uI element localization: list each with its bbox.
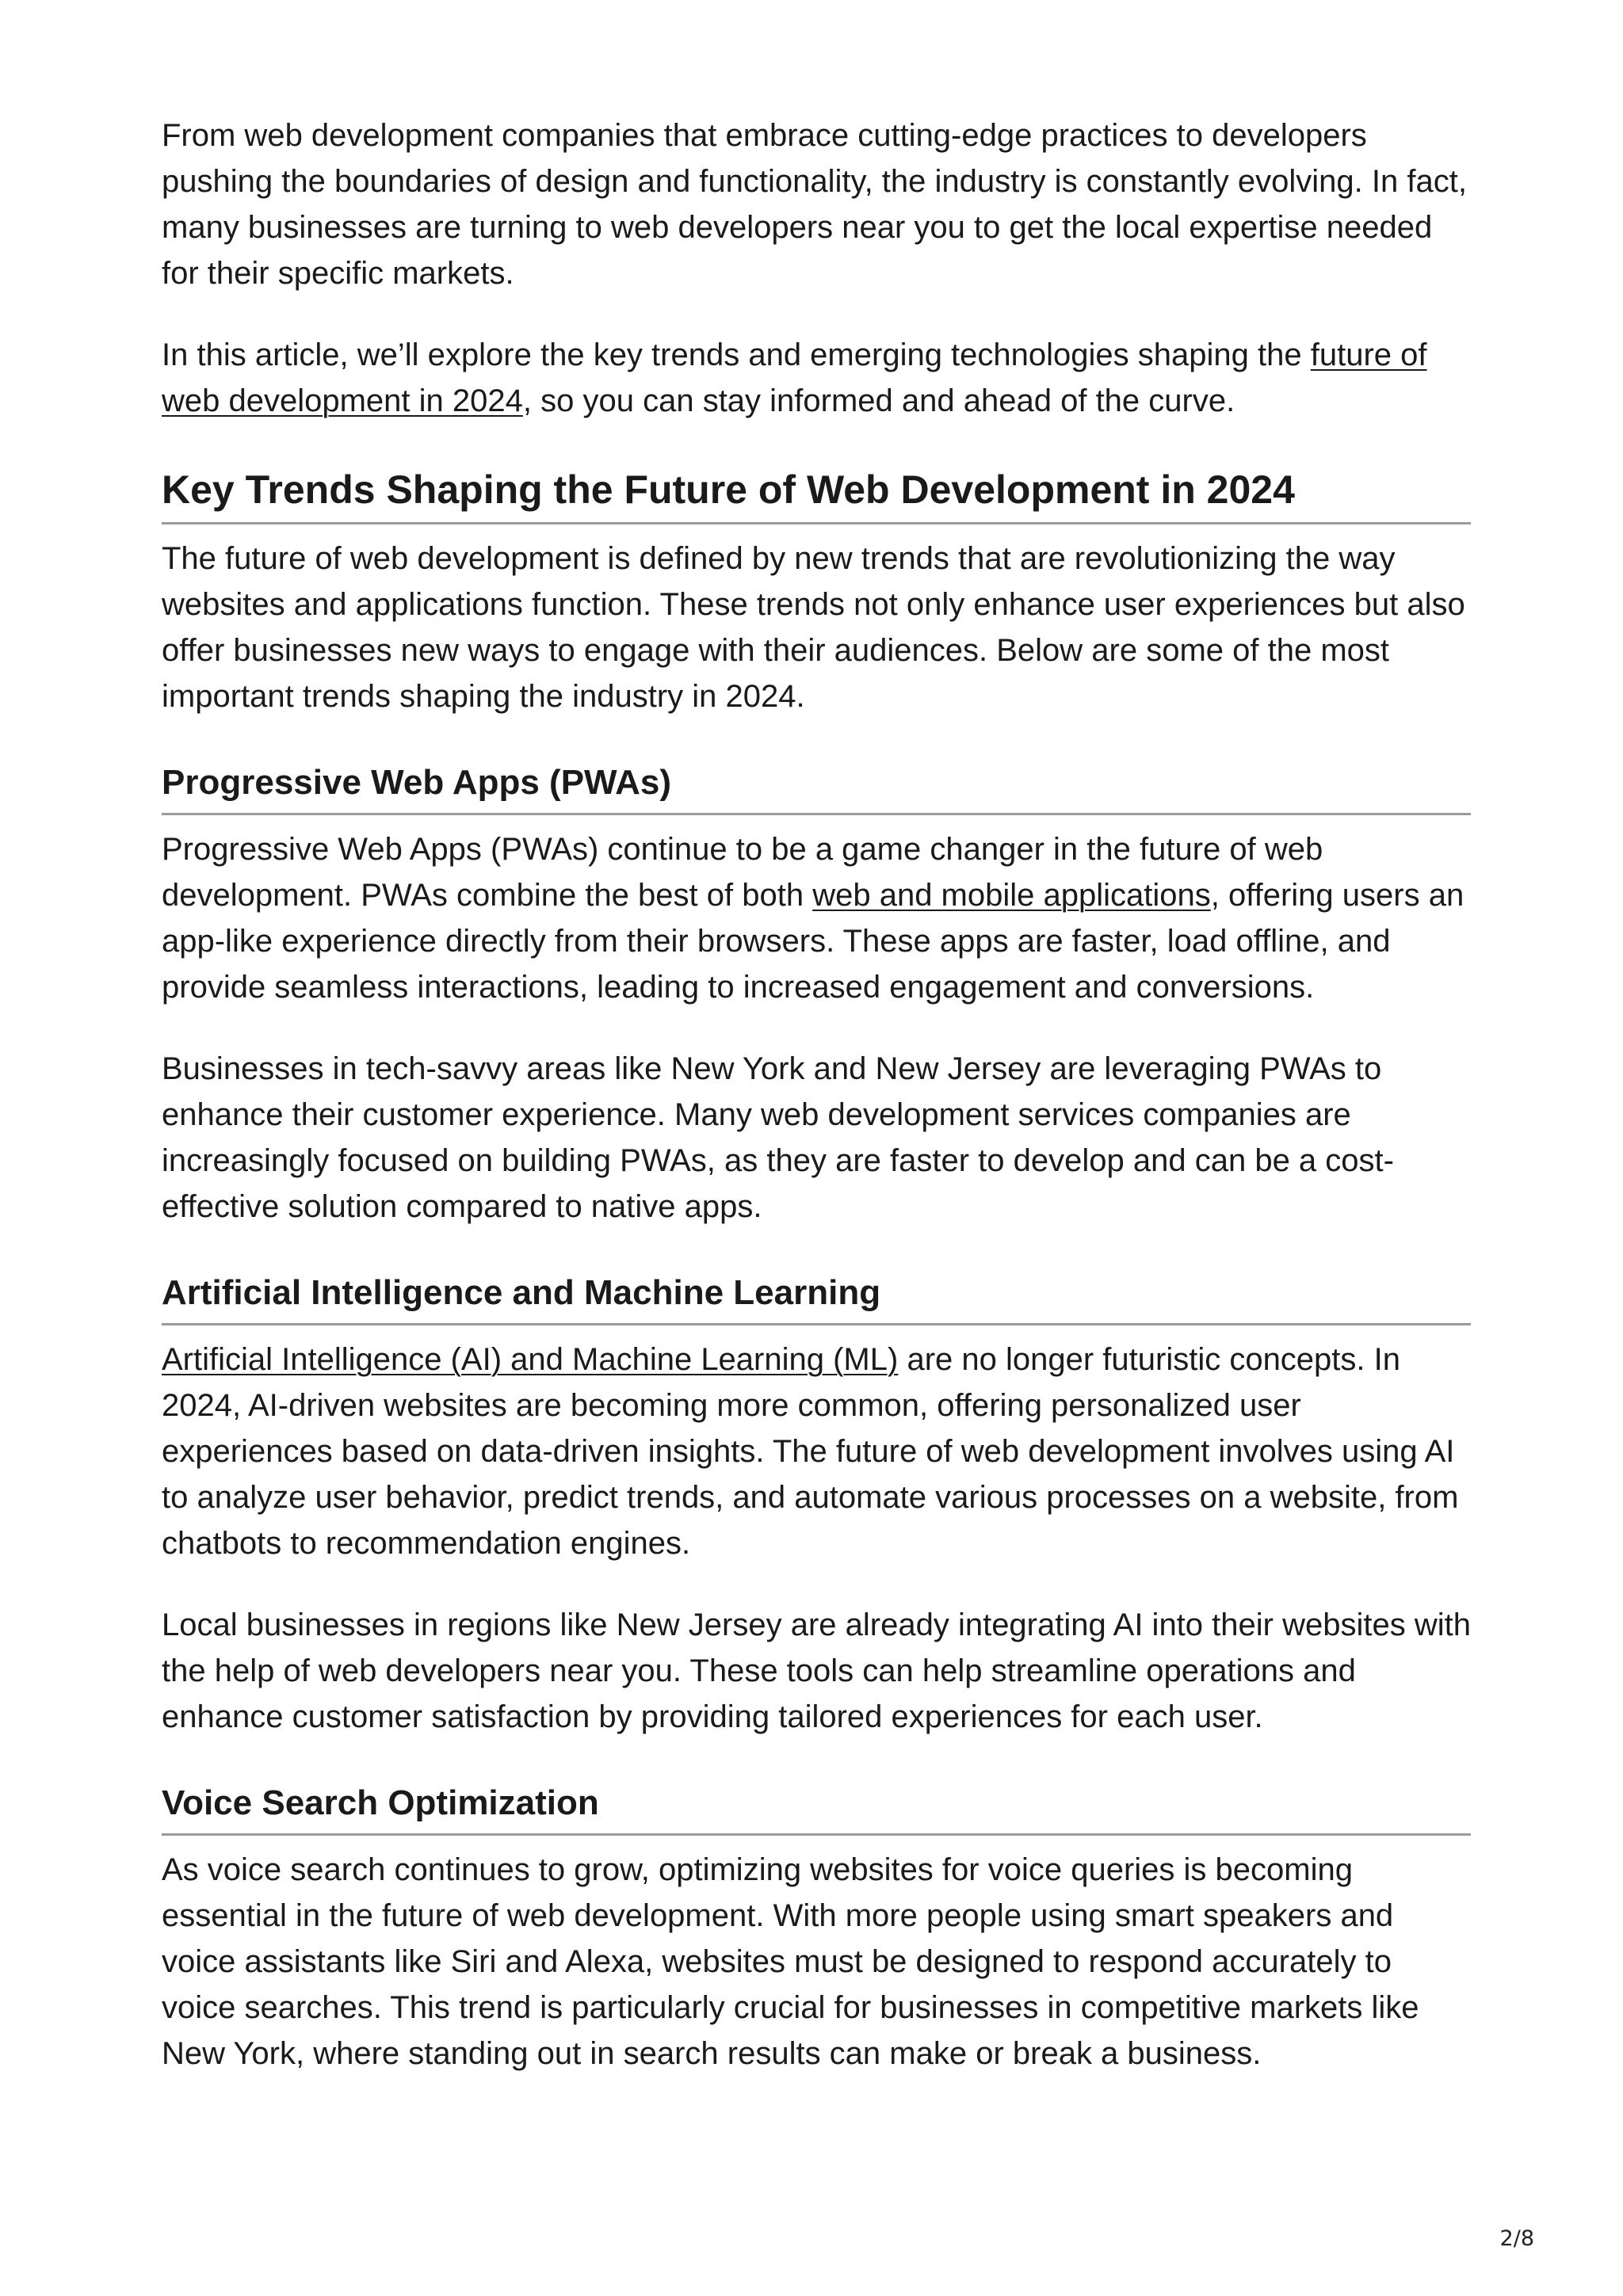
pwa-paragraph-1-text-before: Progressive Web Apps (PWAs) continue to be a game changer in the future of web development. PWAs combine the best of both — [162, 832, 1323, 913]
key-trends-paragraph: The future of web development is defined by new trends that are revolutionizing the way websites and applications function. These trends not only enhance user experiences but also offer businesses new ways to engage with their audiences. Below are some of the most important trends shaping the industry in 2024. — [162, 541, 1465, 714]
ai-ml-link[interactable]: Artificial Intelligence (AI) and Machine Learning (ML) — [162, 1342, 899, 1377]
pwa-paragraph-1-text-after: , offering users an app-like experience directly from their browsers. These apps are faster, load offline, and provide seamless interactions, leading to increased engagement and conversions. — [162, 878, 1465, 1005]
pwa-heading: Progressive Web Apps (PWAs) — [162, 759, 1471, 815]
pwa-paragraph-1 — [162, 826, 1471, 1010]
ai-ml-paragraph-1-text-after: are no longer futuristic concepts. In 2024, AI-driven websites are becoming more common, offering personalized user experiences based on data-driven insights. The future of web development involves using AI to analyze user behavior, predict trends, and automate various processes on a website, from chatbots to recommendation engines. — [162, 1342, 1459, 1561]
intro-paragraph-1: From web development companies that embrace cutting-edge practices to developers pushing the boundaries of design and functionality, the industry is constantly evolving. In fact, many businesses are turning to web developers near you to get the local expertise needed for their specific markets. — [162, 118, 1467, 291]
voice-search-heading: Voice Search Optimization — [162, 1779, 1471, 1836]
pwa-paragraph-2: Businesses in tech-savvy areas like New York and New Jersey are leveraging PWAs to enhance their customer experience. Many web development services companies are increasingly focused on building PWAs, as they are faster to develop and can be a cost-effective solution compared to native apps. — [162, 1051, 1394, 1224]
voice-search-paragraph: As voice search continues to grow, optimizing websites for voice queries is becoming essential in the future of web development. With more people using smart speakers and voice assistants like Siri and Alexa, websites must be designed to respond accurately to voice searches. This trend is particularly crucial for businesses in competitive markets like New York, where standing out in search results can make or break a business. — [162, 1852, 1419, 2071]
page-number: 2/8 — [1499, 2226, 1534, 2251]
web-and-mobile-applications-link[interactable]: web and mobile applications — [812, 878, 1211, 913]
intro-paragraph-2-text-before: In this article, we’ll explore the key trends and emerging technologies shaping the — [162, 338, 1311, 372]
ai-ml-paragraph-2: Local businesses in regions like New Jersey are already integrating AI into their websites with the help of web developers near you. These tools can help streamline operations and enhance customer satisfaction by providing tailored experiences for each user. — [162, 1608, 1471, 1734]
key-trends-heading: Key Trends Shaping the Future of Web Development in 2024 — [162, 463, 1471, 524]
ai-ml-paragraph-1 — [162, 1337, 1471, 1566]
intro-paragraph-2 — [162, 332, 1471, 424]
ai-ml-heading: Artificial Intelligence and Machine Learning — [162, 1269, 1471, 1325]
future-of-web-development-link[interactable]: future of web development in 2024 — [162, 338, 1427, 418]
intro-paragraph-2-text-after: , so you can stay informed and ahead of the curve. — [522, 383, 1235, 418]
document-page — [162, 113, 1471, 2077]
